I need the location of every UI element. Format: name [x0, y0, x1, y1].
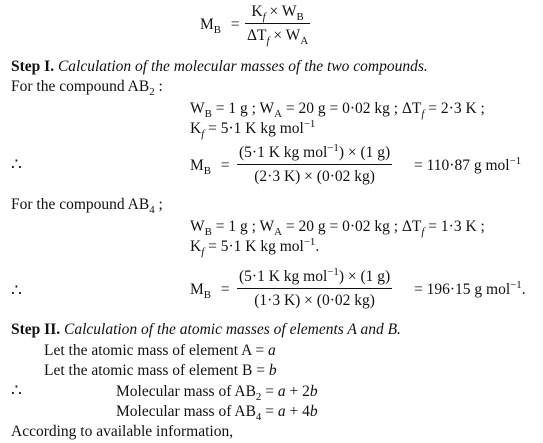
molecular-therefore-symbol: ∴ — [11, 381, 22, 400]
ab4-calc-denominator: (1·3 K) × (0·02 kg) — [254, 291, 375, 309]
molecular-mass-ab4-line: Molecular mass of $AB_4 = a + 4b$ — [116, 403, 318, 423]
formula-numerator: $K_f \times W_B$ — [251, 3, 304, 23]
ab4-calc-result: = 196·15 g mol$^{-1}$. — [414, 279, 526, 298]
ab2-calc-denominator: (2·3 K) × (0·02 kg) — [254, 167, 375, 185]
atomic-mass-b-line: Let the atomic mass of element B = b — [44, 362, 277, 379]
ab2-givens-line2: $K_f = 5\cdot 1$ K kg mol$^{-1}$ — [190, 118, 316, 140]
ab2-givens-line1: $W_B = 1$ g ; $W_A = 20$ g = 0·02 kg ; $\Delta T_f = 2\cdot 3$ K ; — [190, 100, 485, 120]
footer-text: According to available information, — [11, 423, 234, 440]
ab4-calc-lhs: $M_B$ = — [190, 281, 230, 301]
ab2-calc-fraction — [237, 142, 392, 185]
ab4-givens-line2: $K_f = 5\cdot 1$ K kg mol$^{-1}$. — [190, 236, 320, 258]
ab2-calc-numerator: (5·1 K kg mol$^{-1}$) × (1 g) — [239, 142, 391, 161]
ab2-intro: For the compound $AB_2$ : — [11, 78, 163, 98]
formula-lhs: $M_B$ = — [200, 16, 240, 36]
molecular-mass-ab2-line: Molecular mass of $AB_2 = a + 2b$ — [116, 383, 318, 403]
ab4-intro: For the compound $AB_4$ ; — [11, 196, 163, 216]
formula-fraction — [245, 3, 310, 47]
step2-heading: Step II. Calculation of the atomic masses of elements A and B. — [11, 321, 401, 338]
ab4-therefore-symbol: ∴ — [11, 281, 22, 300]
step1-heading: Step I. Calculation of the molecular masses of the two compounds. — [11, 58, 428, 75]
ab2-calc-result: = 110·87 g mol$^{-1}$ — [414, 155, 522, 174]
ab4-calc-numerator: (5·1 K kg mol$^{-1}$) × (1 g) — [239, 266, 391, 285]
ab4-calc-fraction — [237, 266, 392, 309]
atomic-mass-a-line: Let the atomic mass of element A = a — [44, 342, 276, 359]
formula-denominator: $\Delta T_f \times W_A$ — [247, 26, 309, 47]
ab4-givens-line1: $W_B = 1$ g ; $W_A = 20$ g = 0·02 kg ; $\Delta T_f = 1\cdot 3$ K ; — [190, 218, 485, 238]
ab2-therefore-symbol: ∴ — [11, 155, 22, 174]
ab2-calc-lhs: $M_B$ = — [190, 157, 230, 177]
